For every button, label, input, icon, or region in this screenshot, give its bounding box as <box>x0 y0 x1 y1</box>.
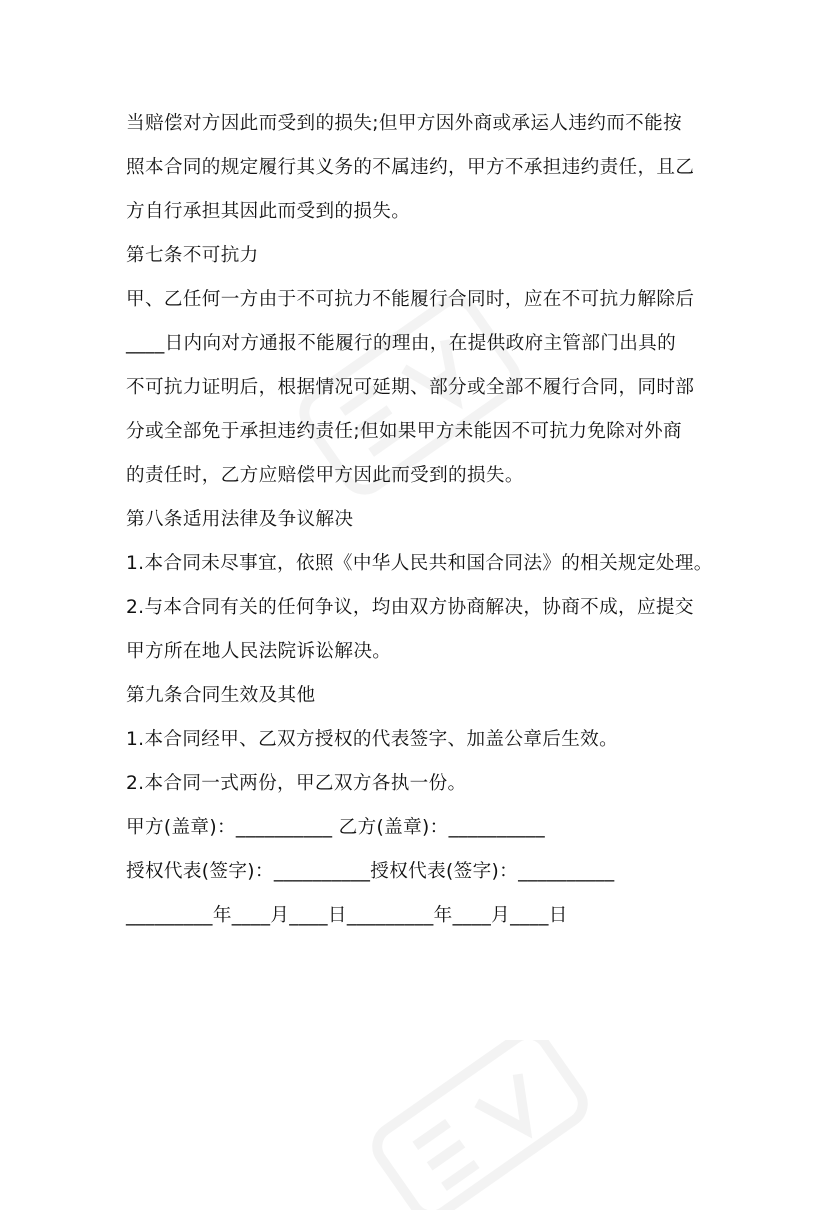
clause-line: 1.本合同未尽事宜，依照《中华人民共和国合同法》的相关规定处理。 <box>126 553 713 574</box>
clause-line: 当赔偿对方因此而受到的损失;但甲方因外商或承运人违约而不能按 <box>126 113 682 134</box>
signature-rep-line: 授权代表(签字)：__________授权代表(签字)：__________ <box>126 861 615 882</box>
signature-date-line: _________年____月____日_________年____月____日 <box>126 905 568 926</box>
clause-line: 2.本合同一式两份，甲乙双方各执一份。 <box>126 773 467 794</box>
clause-line: 不可抗力证明后，根据情况可延期、部分或全部不履行合同，同时部 <box>126 377 695 398</box>
watermark-logo <box>330 1040 630 1210</box>
clause-line: 2.与本合同有关的任何争议，均由双方协商解决，协商不成，应提交 <box>126 597 694 618</box>
clause-line: 甲、乙任何一方由于不可抗力不能履行合同时，应在不可抗力解除后 <box>126 289 695 310</box>
clause-line: 的责任时，乙方应赔偿甲方因此而受到的损失。 <box>126 465 524 486</box>
article-heading: 第七条不可抗力 <box>126 245 259 266</box>
clause-line: 方自行承担其因此而受到的损失。 <box>126 201 411 222</box>
clause-line: 照本合同的规定履行其义务的不属违约，甲方不承担违约责任，且乙 <box>126 157 695 178</box>
clause-line: ____日内向对方通报不能履行的理由，在提供政府主管部门出具的 <box>126 333 677 354</box>
clause-line: 分或全部免于承担违约责任;但如果甲方未能因不可抗力免除对外商 <box>126 421 682 442</box>
signature-seal-line: 甲方(盖章)：__________ 乙方(盖章)：__________ <box>126 817 546 838</box>
article-heading: 第八条适用法律及争议解决 <box>126 509 354 530</box>
article-heading: 第九条合同生效及其他 <box>126 685 316 706</box>
clause-line: 1.本合同经甲、乙双方授权的代表签字、加盖公章后生效。 <box>126 729 619 750</box>
clause-line: 甲方所在地人民法院诉讼解决。 <box>126 641 392 662</box>
contract-document <box>126 102 726 938</box>
